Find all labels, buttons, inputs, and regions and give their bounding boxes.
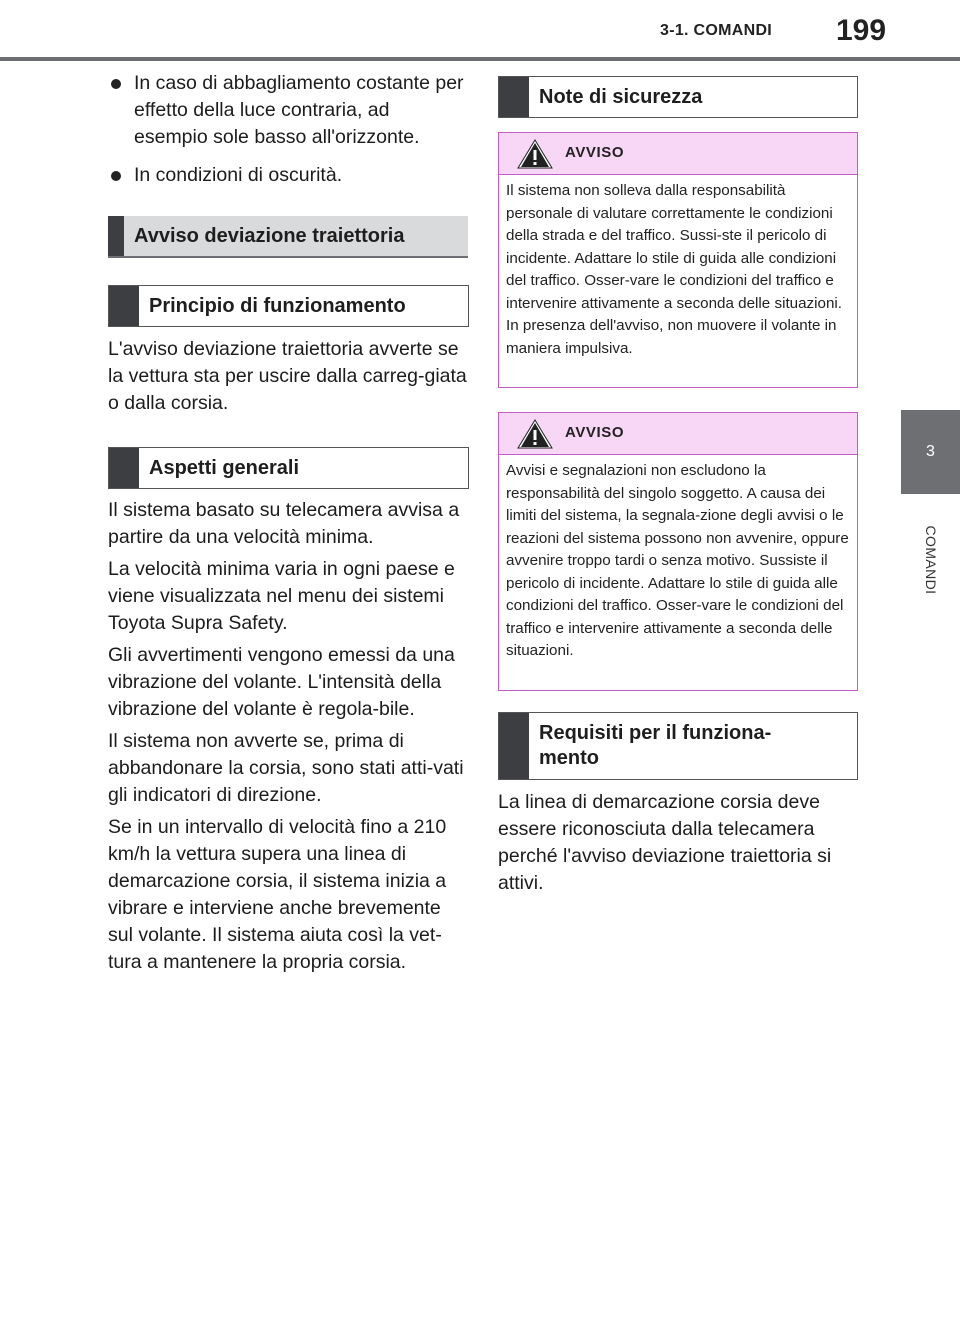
warning-triangle-icon [517,419,553,454]
warning-title: AVVISO [565,424,625,441]
section-heading [108,216,468,258]
warning-box [498,412,858,691]
warning-header [499,133,857,175]
body-paragraph: La linea di demarcazione corsia deve essere riconosciuta dalla telecamera perché l'avviso deviazione traiettoria si attivi. [498,791,832,894]
section-heading-marker [108,216,124,256]
subsection-heading-marker [499,77,529,117]
right-paragraph-block [498,789,858,897]
subsection-heading [108,447,469,489]
body-paragraph: La velocità minima varia in ogni paese e viene visualizzata nel menu dei sistemi Toyota Supra Safety. [108,558,455,634]
subsection-heading-text: Requisiti per il funziona-mento [539,722,772,769]
chapter-tab-label: COMANDI [923,525,939,595]
header-rule [0,57,960,61]
subsection-heading-marker [109,286,139,326]
subsection-heading-text: Note di sicurezza [539,86,703,108]
subsection-heading [108,285,469,327]
body-paragraph: Il sistema non avverte se, prima di abbandonare la corsia, sono stati atti-vati gli indicatori di direzione. [108,730,464,806]
bullet-item: In condizioni di oscurità. [108,162,468,189]
header-section-title: 3-1. COMANDI [660,22,773,39]
left-paragraph-block [108,497,470,976]
safety-notes-heading [498,76,858,118]
warning-title: AVVISO [565,144,625,161]
subsection-heading-text: Principio di funzionamento [149,295,406,317]
subsection-heading-marker [109,448,139,488]
warning-triangle-icon [517,139,553,174]
requirements-heading [498,712,858,780]
subsection-heading-text: Aspetti generali [149,457,300,479]
section-heading-text: Avviso deviazione traiettoria [134,225,405,247]
body-paragraph: Il sistema basato su telecamera avvisa a partire da una velocità minima. [108,499,460,548]
warning-text: Avvisi e segnalazioni non escludono la responsabilità del singolo soggetto. A causa dei limiti del sistema, la segnala-zione degli avvisi o le reazioni del sistema possono non avvenire, oppure avvenire troppo tardi o senza motivo. Sussiste il pericolo di incidente. Adattare lo stile di guida alle condizioni del traffico. Osser-vare le condizioni del traffico e intervenire attivamente a seconda delle situazioni. [506,462,849,659]
bullet-item: In caso di abbagliamento costante per effetto della luce contraria, ad esempio sole basso all'orizzonte. [108,70,468,151]
left-paragraph-block [108,336,470,417]
body-paragraph: Se in un intervallo di velocità fino a 210 km/h la vettura supera una linea di demarcazione corsia, il sistema inizia a vibrare e interviene anche brevemente sul volante. Il sistema aiuta così la vet-tura a mantenere la propria corsia. [108,816,447,973]
warning-text: Il sistema non solleva dalla responsabilità personale di valutare correttamente le condizioni della strada e del traffico. Sussi-ste il pericolo di incidente. Adattare lo stile di guida alle condizioni del traffico. Osser-vare le condizioni del traffico e intervenire attivamente a seconda delle situazioni. In presenza dell'avviso, non muovere il volante in maniera impulsiva. [506,182,843,357]
page-number: 199 [836,14,887,47]
chapter-tab-number[interactable]: 3 [901,410,960,494]
warning-header [499,413,857,455]
body-paragraph: Gli avvertimenti vengono emessi da una vibrazione del volante. L'intensità della vibrazione del volante è regola-bile. [108,644,455,720]
left-column [108,70,468,189]
body-paragraph: L'avviso deviazione traiettoria avverte se la vettura sta per uscire dalla carreg-giata o dalla corsia. [108,338,467,414]
warning-box [498,132,858,388]
subsection-heading-marker [499,713,529,779]
